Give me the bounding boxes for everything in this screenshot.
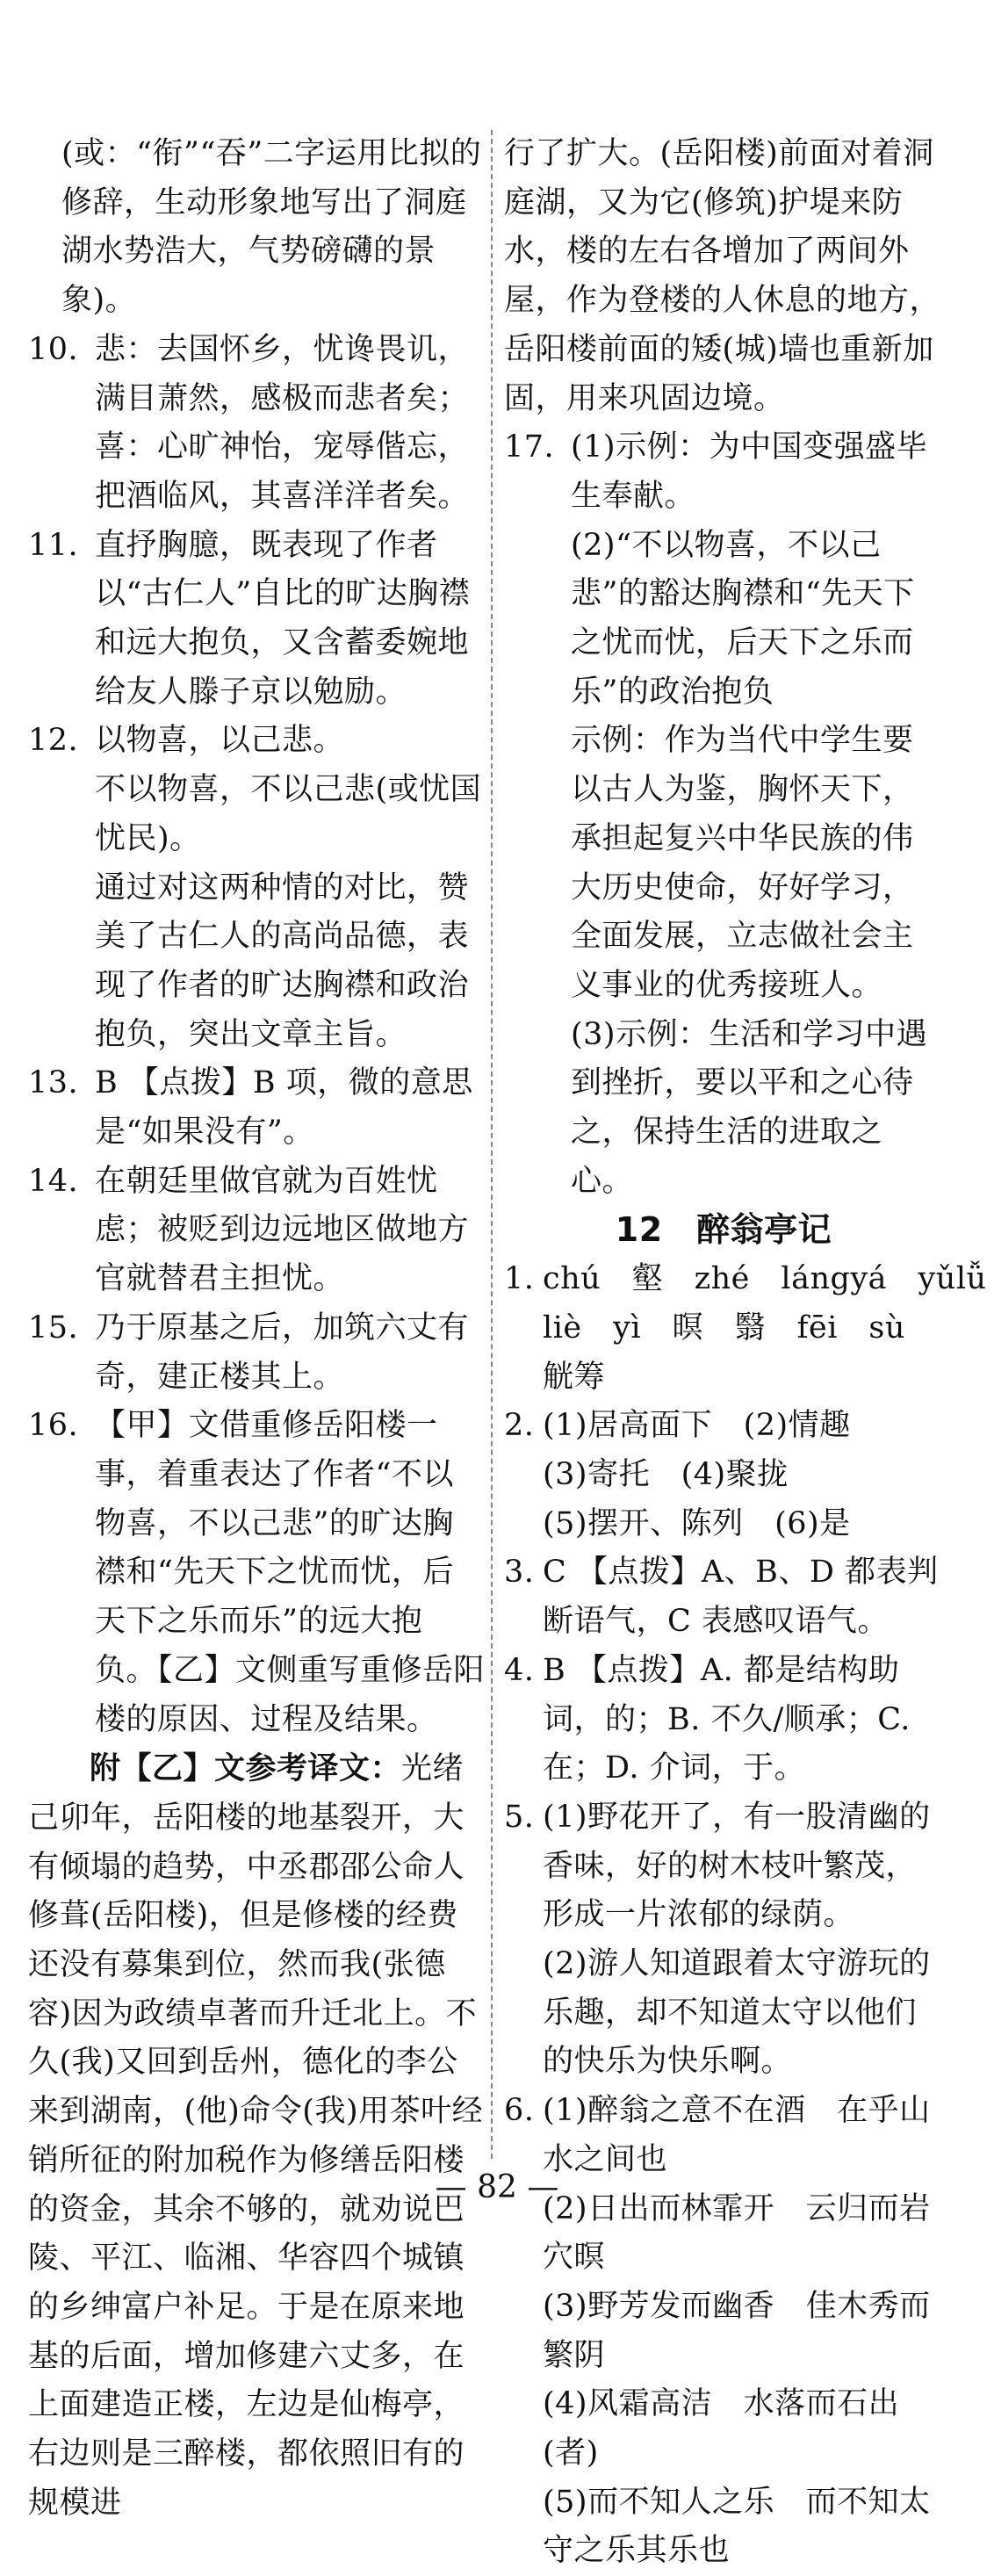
answer-part: 通过对这两种情的对比，赞美了古仁人的高尚品德，表现了作者的旷达胸襟和政治抱负，突出文章主旨。 bbox=[95, 869, 470, 1052]
pinyin-row: 觥筹 bbox=[543, 1359, 606, 1395]
answer-4 bbox=[504, 1647, 943, 1793]
translation-text: 光绪己卯年，岳阳楼的地基裂开，大有倾塌的趋势，中丞郡邵公命人修葺(岳阳楼)，但是修楼的经费还没有募集到位，然而我(张德容)因为政绩卓著而升迁北上。不久(我)又回到岳州，德化的李公来到湖南，(他)命令(我)用茶叶经销所征的附加税作为修缮岳阳楼的资金，其余不够的，就劝说巴陵、平江、临湘、华容四个城镇的乡绅富户补足。于是在原来地基的后面，增加修建六丈多，在上面建造正楼，左边是仙梅亭，右边则是三醉楼，都依照旧有的规模进 bbox=[28, 1751, 484, 2521]
answer-number: 15. bbox=[28, 1310, 79, 1346]
answer-part: (3)示例：生活和学习中遇到挫折，要以平和之心待之，保持生活的进取之心。 bbox=[571, 1016, 928, 1199]
answer-text: B 【点拨】B 项，微的意思是“如果没有”。 bbox=[95, 1065, 473, 1151]
answer-13 bbox=[28, 1059, 485, 1157]
answer-16 bbox=[28, 1402, 485, 1744]
reference-translation bbox=[28, 1744, 485, 2528]
answer-number: 12. bbox=[28, 723, 79, 759]
answer-number: 3. bbox=[504, 1555, 535, 1591]
right-column bbox=[504, 130, 987, 2576]
answer-text: 乃于原基之后，加筑六丈有奇，建正楼其上。 bbox=[95, 1310, 470, 1395]
answer-part: (2)日出而林霏开 云归而岩穴暝 bbox=[543, 2190, 931, 2276]
answer-text: 【甲】文借重修岳阳楼一事，着重表达了作者“不以物喜，不以己悲”的旷达胸襟和“先天下之忧而忧，后天下之乐而乐”的远大抱负。【乙】文侧重写重修岳阳楼的原因、过程及结果。 bbox=[95, 1408, 486, 1737]
answer-14 bbox=[28, 1158, 485, 1304]
answer-number: 2. bbox=[504, 1408, 535, 1444]
answer-text: C 【点拨】A、B、D 都表判断语气，C 表感叹语气。 bbox=[543, 1555, 939, 1640]
answer-number: 14. bbox=[28, 1163, 79, 1199]
answer-part: (5)而不知人之乐 而不知太守之乐其乐也 bbox=[543, 2484, 931, 2569]
answer-text: 直抒胸臆，既表现了作者以“古仁人”自比的旷达胸襟和远大抱负，又含蓄委婉地给友人滕子京以勉励。 bbox=[95, 527, 471, 710]
answer-part: (2)“不以物喜，不以己悲”的豁达胸襟和“先天下之忧而忧，后天下之乐而乐”的政治抱负 bbox=[571, 527, 915, 710]
section-title: 12 醉翁亭记 bbox=[615, 1210, 832, 1250]
translation-label: 附【乙】文参考译文： bbox=[90, 1750, 402, 1787]
answer-text: 在朝廷里做官就为百姓忧虑；被贬到边远地区做地方官就替君主担忧。 bbox=[95, 1163, 470, 1297]
answer-part: (1)醉翁之意不在酒 在乎山水之间也 bbox=[543, 2093, 931, 2177]
answer-part: (5)摆开、陈列 (6)是 bbox=[543, 1505, 851, 1541]
answer-12 bbox=[28, 717, 485, 1059]
continued-answer: (或：“衔”“吞”二字运用比拟的修辞，生动形象地写出了洞庭湖水势浩大，气势磅礴的景象)。 bbox=[61, 136, 482, 319]
answer-number: 1. bbox=[504, 1261, 535, 1297]
answer-15 bbox=[28, 1304, 485, 1402]
answer-10 bbox=[28, 326, 485, 522]
pinyin-row: liè yì 暝 翳 fēi sù bbox=[543, 1310, 905, 1346]
page-number: — 82 — bbox=[435, 2169, 559, 2205]
answer-part: 示例：作为当代中学生要以古人为鉴，胸怀天下，承担起复兴中华民族的伟大历史使命，好好学习，全面发展，立志做社会主义事业的优秀接班人。 bbox=[571, 723, 914, 1003]
answer-17 bbox=[504, 423, 943, 1206]
answer-number: 4. bbox=[504, 1652, 535, 1688]
answer-number: 11. bbox=[28, 527, 79, 563]
left-column bbox=[28, 130, 485, 2528]
answer-part: 不以物喜，不以己悲(或忧国忧民)。 bbox=[95, 772, 482, 856]
answer-2 bbox=[504, 1402, 943, 1548]
continued-translation: 行了扩大。(岳阳楼)前面对着洞庭湖，又为它(修筑)护堤来防水，楼的左右各增加了两间外屋，作为登楼的人休息的地方，岳阳楼前面的矮(城)墙也重新加固，用来巩固边境。 bbox=[504, 136, 941, 416]
answer-part: (3)寄托 (4)聚拢 bbox=[543, 1456, 789, 1492]
answer-5 bbox=[504, 1793, 943, 2087]
answer-number: 10. bbox=[28, 331, 79, 367]
answer-number: 5. bbox=[504, 1799, 535, 1835]
answer-3 bbox=[504, 1548, 943, 1646]
answer-text: 悲：去国怀乡，忧谗畏讥，满目萧然，感极而悲者矣；喜：心旷神怡，宠辱偕忘，把酒临风，其喜洋洋者矣。 bbox=[95, 331, 470, 514]
answer-number: 16. bbox=[28, 1408, 79, 1444]
answer-text: B 【点拨】A. 都是结构助词，的；B. 不久/顺承；C. 在；D. 介词，于。 bbox=[543, 1652, 911, 1786]
answer-part: (3)野芳发而幽香 佳木秀而繁阴 bbox=[543, 2288, 931, 2373]
answer-number: 13. bbox=[28, 1065, 79, 1101]
answer-part: (4)风霜高洁 水落而石出(者) bbox=[543, 2386, 900, 2471]
answer-1 bbox=[504, 1255, 987, 1402]
answer-part: (2)游人知道跟着太守游玩的乐趣，却不知道太守以他们的快乐为快乐啊。 bbox=[543, 1946, 931, 2080]
answer-part: (1)居高面下 (2)情趣 bbox=[543, 1408, 851, 1444]
answer-11 bbox=[28, 522, 485, 718]
pinyin-row: chú 壑 zhé lángyá yǔlǚ bbox=[543, 1261, 987, 1297]
answer-number: 17. bbox=[504, 429, 555, 465]
column-divider bbox=[491, 130, 493, 2159]
answer-part: 以物喜，以己悲。 bbox=[95, 723, 345, 759]
answer-number: 6. bbox=[504, 2093, 535, 2129]
answer-part: (1)野花开了，有一股清幽的香味，好的树木枝叶繁茂，形成一片浓郁的绿荫。 bbox=[543, 1799, 931, 1933]
answer-6 bbox=[504, 2087, 943, 2576]
answer-part: (1)示例：为中国变强盛毕生奉献。 bbox=[571, 429, 928, 514]
